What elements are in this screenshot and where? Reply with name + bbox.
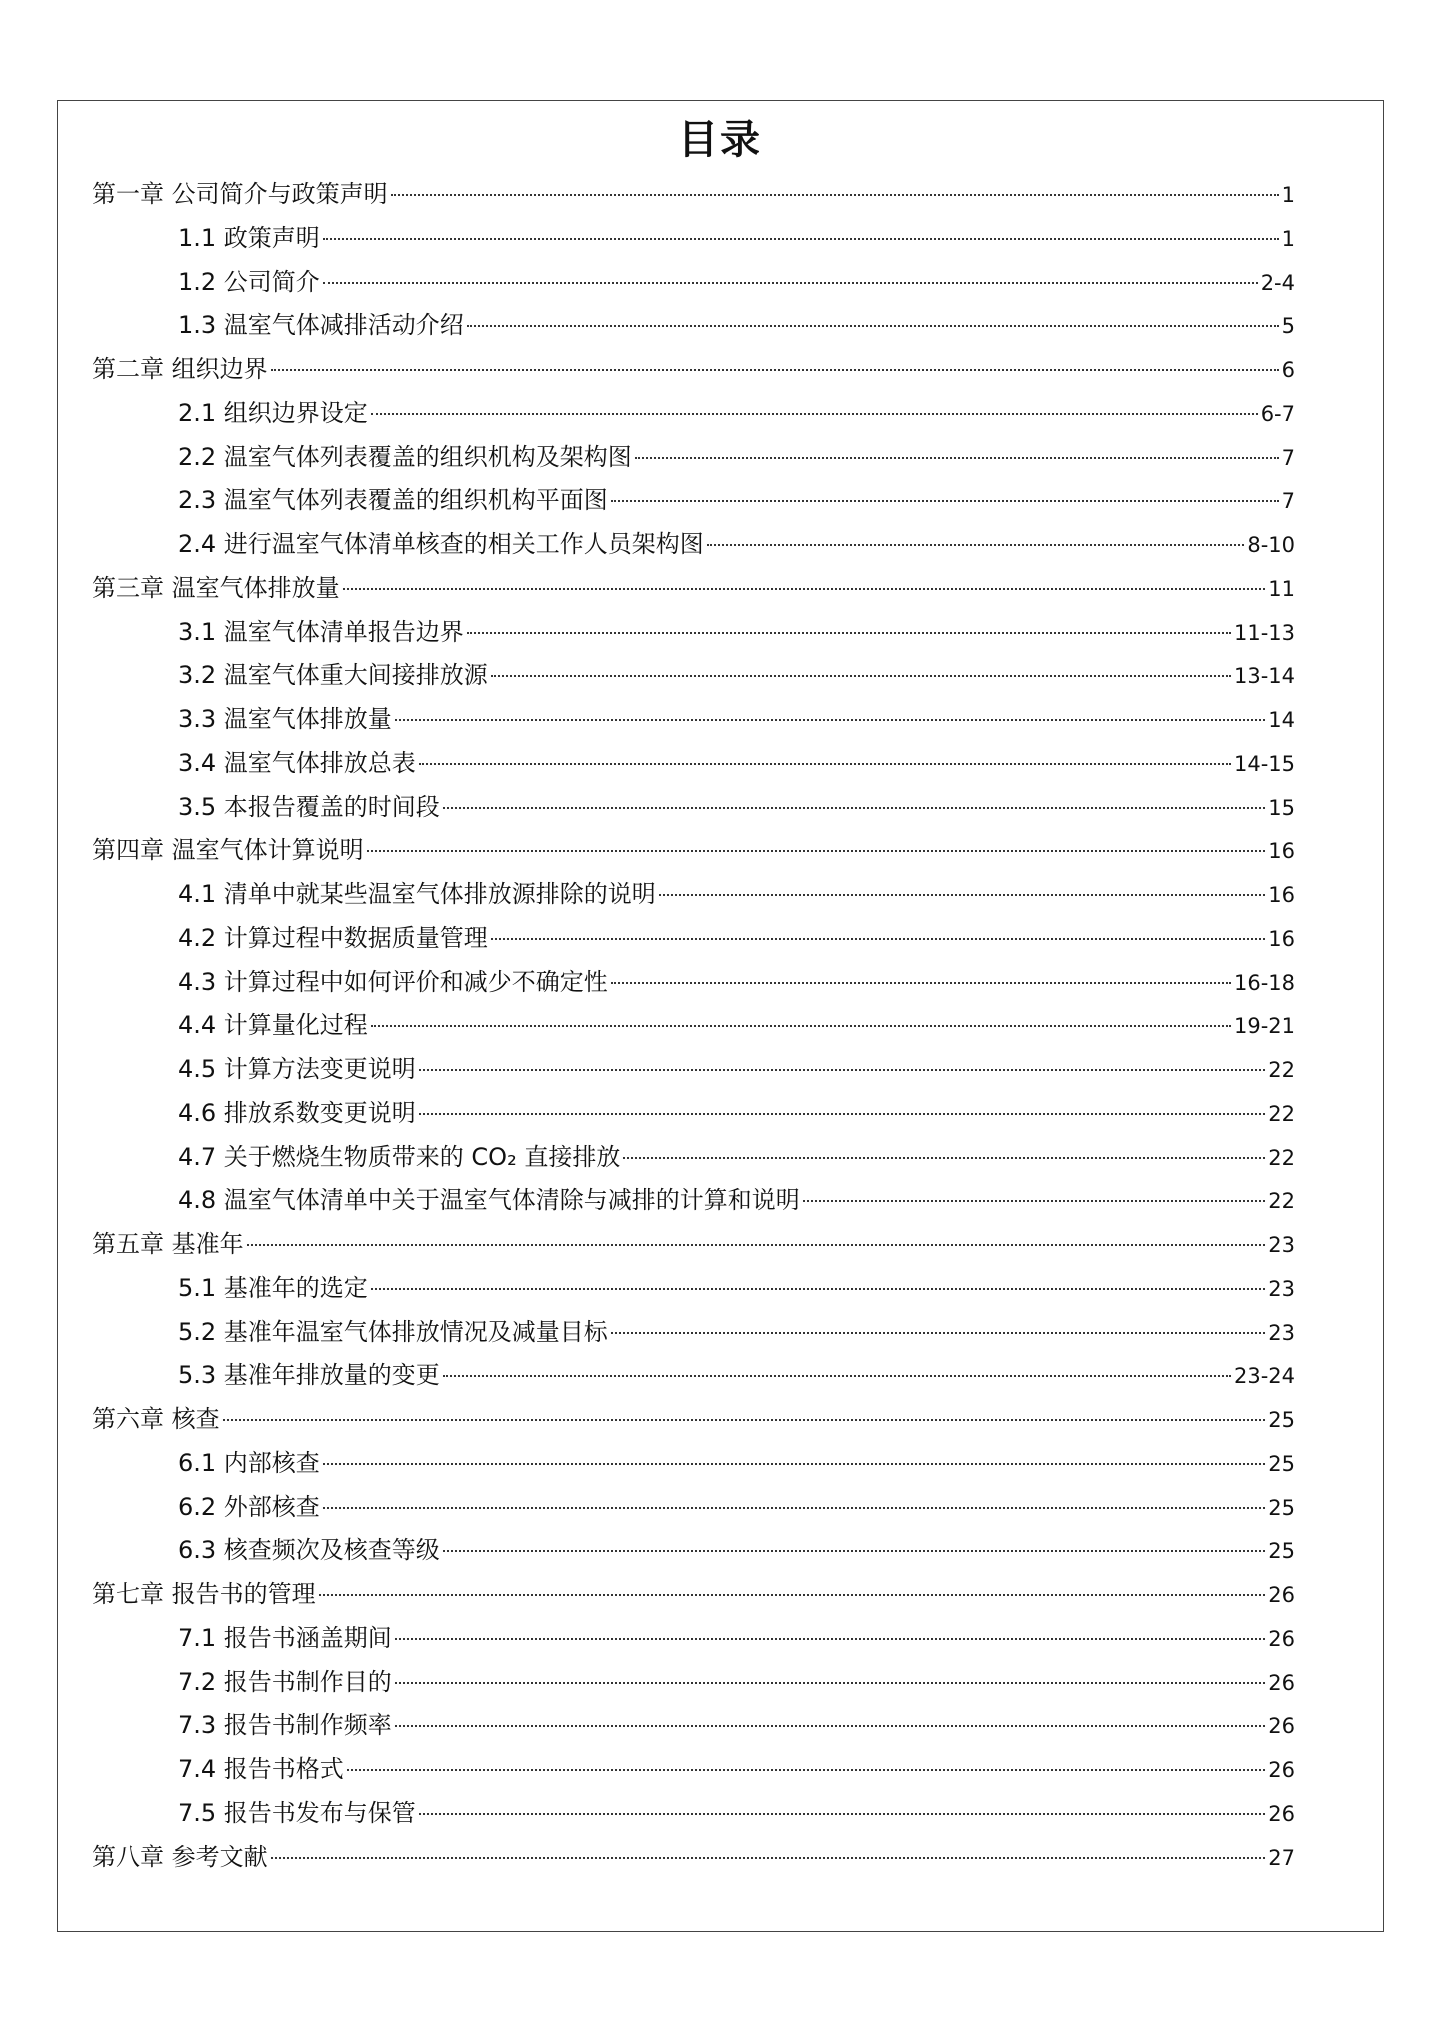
- toc-chapter-entry[interactable]: [92, 173, 1295, 217]
- toc-entry-page-number: 16-18: [1233, 970, 1295, 995]
- toc-dot-leader: [367, 850, 1266, 852]
- toc-section-entry[interactable]: [92, 1792, 1295, 1836]
- toc-dot-leader: [491, 938, 1265, 940]
- toc-dot-leader: [391, 194, 1279, 196]
- toc-dot-leader: [659, 894, 1265, 896]
- toc-entry-label: 第六章 核查: [92, 1405, 220, 1433]
- toc-section-entry[interactable]: [92, 261, 1295, 305]
- toc-dot-leader: [419, 763, 1231, 765]
- toc-entry-label: 5.1 基准年的选定: [178, 1273, 368, 1302]
- toc-section-entry[interactable]: [92, 742, 1295, 786]
- toc-entry-label: 1.1 政策声明: [178, 223, 320, 252]
- toc-entry-page-number: 22: [1268, 1101, 1295, 1126]
- toc-entry-page-number: 23: [1268, 1276, 1295, 1301]
- toc-dot-leader: [635, 457, 1279, 459]
- toc-dot-leader: [419, 1113, 1265, 1115]
- toc-entry-page-number: 11-13: [1233, 620, 1295, 645]
- toc-section-entry[interactable]: [92, 1136, 1295, 1180]
- toc-dot-leader: [247, 1244, 1266, 1246]
- toc-section-entry[interactable]: [92, 1048, 1295, 1092]
- toc-dot-leader: [323, 282, 1258, 284]
- toc-entry-label: 3.5 本报告覆盖的时间段: [178, 792, 440, 821]
- toc-chapter-entry[interactable]: [92, 567, 1295, 611]
- toc-entry-page-number: 25: [1268, 1495, 1295, 1520]
- toc-dot-leader: [319, 1594, 1266, 1596]
- toc-dot-leader: [467, 325, 1279, 327]
- toc-chapter-entry[interactable]: [92, 829, 1295, 873]
- toc-entry-page-number: 25: [1268, 1451, 1295, 1476]
- toc-entry-label: 6.1 内部核查: [178, 1448, 320, 1477]
- toc-section-entry[interactable]: [92, 654, 1295, 698]
- toc-section-entry[interactable]: [92, 1092, 1295, 1136]
- toc-entry-label: 3.1 温室气体清单报告边界: [178, 617, 464, 646]
- toc-dot-leader: [611, 500, 1279, 502]
- toc-entry-page-number: 16: [1268, 926, 1295, 951]
- toc-entry-page-number: 26: [1268, 1801, 1295, 1826]
- toc-entry-page-number: 15: [1268, 795, 1295, 820]
- toc-entry-page-number: 22: [1268, 1189, 1295, 1214]
- toc-section-entry[interactable]: [92, 917, 1295, 961]
- toc-section-entry[interactable]: [92, 1004, 1295, 1048]
- toc-section-entry[interactable]: [92, 786, 1295, 830]
- toc-entry-label: 6.2 外部核查: [178, 1492, 320, 1521]
- toc-entry-label: 3.4 温室气体排放总表: [178, 748, 416, 777]
- toc-section-entry[interactable]: [92, 873, 1295, 917]
- toc-entry-page-number: 23: [1268, 1233, 1295, 1257]
- toc-entry-page-number: 22: [1268, 1145, 1295, 1170]
- toc-dot-leader: [419, 1813, 1265, 1815]
- toc-dot-leader: [371, 413, 1258, 415]
- toc-dot-leader: [223, 1419, 1266, 1421]
- toc-entry-label: 7.1 报告书涵盖期间: [178, 1623, 392, 1652]
- toc-section-entry[interactable]: [92, 698, 1295, 742]
- toc-dot-leader: [443, 1375, 1231, 1377]
- toc-entry-page-number: 16: [1268, 883, 1295, 907]
- toc-section-entry[interactable]: [92, 1442, 1295, 1486]
- toc-entry-label: 2.1 组织边界设定: [178, 398, 368, 427]
- toc-section-entry[interactable]: [92, 1354, 1295, 1398]
- toc-section-entry[interactable]: [92, 479, 1295, 523]
- toc-dot-leader: [419, 1069, 1265, 1071]
- toc-entry-label: 3.2 温室气体重大间接排放源: [178, 661, 488, 690]
- toc-chapter-entry[interactable]: [92, 1573, 1295, 1617]
- toc-entry-label: 4.2 计算过程中数据质量管理: [178, 923, 488, 952]
- toc-entry-label: 第七章 报告书的管理: [92, 1580, 316, 1608]
- toc-entry-page-number: 1: [1281, 183, 1295, 207]
- toc-section-entry[interactable]: [92, 392, 1295, 436]
- toc-entry-label: 2.4 进行温室气体清单核查的相关工作人员架构图: [178, 530, 704, 558]
- toc-entry-label: 3.3 温室气体排放量: [178, 705, 392, 733]
- toc-section-entry[interactable]: [92, 1748, 1295, 1792]
- toc-chapter-entry[interactable]: [92, 1836, 1295, 1880]
- toc-section-entry[interactable]: [92, 1704, 1295, 1748]
- toc-entry-label: 4.7 关于燃烧生物质带来的 CO₂ 直接排放: [178, 1142, 621, 1171]
- toc-entry-label: 4.3 计算过程中如何评价和减少不确定性: [178, 967, 608, 996]
- toc-entry-page-number: 1: [1281, 226, 1295, 251]
- toc-entry-page-number: 26: [1268, 1583, 1295, 1607]
- toc-entry-page-number: 25: [1268, 1539, 1295, 1564]
- toc-dot-leader: [323, 1507, 1265, 1509]
- toc-entry-label: 第一章 公司简介与政策声明: [92, 180, 388, 208]
- toc-section-entry[interactable]: [92, 1617, 1295, 1661]
- toc-entry-label: 5.3 基准年排放量的变更: [178, 1361, 440, 1390]
- toc-entry-page-number: 6: [1281, 358, 1295, 382]
- toc-dot-leader: [707, 544, 1245, 546]
- toc-chapter-entry[interactable]: [92, 1398, 1295, 1442]
- toc-dot-leader: [491, 675, 1231, 677]
- toc-dot-leader: [395, 1725, 1265, 1727]
- toc-entry-page-number: 26: [1268, 1714, 1295, 1739]
- toc-entry-label: 1.3 温室气体减排活动介绍: [178, 311, 464, 340]
- toc-entry-label: 5.2 基准年温室气体排放情况及减量目标: [178, 1317, 608, 1346]
- toc-section-entry[interactable]: [92, 961, 1295, 1005]
- toc-section-entry[interactable]: [92, 611, 1295, 655]
- toc-entry-label: 4.1 清单中就某些温室气体排放源排除的说明: [178, 880, 656, 908]
- toc-dot-leader: [395, 1638, 1265, 1640]
- toc-dot-leader: [347, 1769, 1265, 1771]
- toc-entry-label: 6.3 核查频次及核查等级: [178, 1536, 440, 1565]
- toc-entry-label: 第二章 组织边界: [92, 355, 268, 383]
- toc-entry-label: 2.3 温室气体列表覆盖的组织机构平面图: [178, 486, 608, 515]
- toc-entry-page-number: 8-10: [1247, 533, 1295, 557]
- toc-section-entry[interactable]: [92, 1529, 1295, 1573]
- toc-entry-page-number: 6-7: [1260, 401, 1295, 426]
- toc-entry-label: 第八章 参考文献: [92, 1842, 268, 1871]
- toc-entry-label: 2.2 温室气体列表覆盖的组织机构及架构图: [178, 442, 632, 471]
- toc-dot-leader: [343, 588, 1266, 590]
- toc-entry-page-number: 14: [1268, 708, 1295, 732]
- toc-section-entry[interactable]: [92, 1311, 1295, 1355]
- toc-entry-page-number: 23-24: [1233, 1364, 1295, 1389]
- toc-entry-label: 第四章 温室气体计算说明: [92, 836, 364, 865]
- toc-entry-label: 7.5 报告书发布与保管: [178, 1798, 416, 1827]
- toc-title: 目录: [678, 117, 762, 163]
- toc-section-entry[interactable]: [92, 304, 1295, 348]
- toc-section-entry[interactable]: [92, 1267, 1295, 1311]
- toc-entry-page-number: 25: [1268, 1408, 1295, 1432]
- toc-dot-leader: [395, 719, 1265, 721]
- toc-dot-leader: [323, 238, 1279, 240]
- toc-entry-page-number: 7: [1281, 489, 1295, 514]
- toc-entry-page-number: 13-14: [1233, 664, 1295, 689]
- toc-entry-page-number: 26: [1268, 1758, 1295, 1782]
- toc-entry-label: 4.5 计算方法变更说明: [178, 1055, 416, 1083]
- toc-dot-leader: [611, 1332, 1265, 1334]
- toc-entry-page-number: 2-4: [1260, 270, 1295, 295]
- toc-dot-leader: [611, 982, 1231, 984]
- toc-entry-page-number: 26: [1268, 1670, 1295, 1695]
- toc-section-entry[interactable]: [92, 1179, 1295, 1223]
- toc-section-entry[interactable]: [92, 1661, 1295, 1705]
- toc-entry-label: 7.4 报告书格式: [178, 1755, 344, 1783]
- toc-entry-label: 7.3 报告书制作频率: [178, 1711, 392, 1740]
- toc-dot-leader: [443, 1550, 1265, 1552]
- toc-dot-leader: [371, 1288, 1265, 1290]
- toc-section-entry[interactable]: [92, 217, 1295, 261]
- toc-entry-page-number: 14-15: [1233, 751, 1295, 776]
- toc-entry-page-number: 16: [1268, 839, 1295, 864]
- toc-chapter-entry[interactable]: [92, 1223, 1295, 1267]
- toc-dot-leader: [371, 1025, 1231, 1027]
- toc-entry-page-number: 19-21: [1233, 1014, 1295, 1039]
- toc-dot-leader: [803, 1200, 1265, 1202]
- toc-dot-leader: [623, 1157, 1265, 1159]
- toc-entry-label: 4.4 计算量化过程: [178, 1011, 368, 1040]
- toc-entry-page-number: 7: [1281, 445, 1295, 470]
- toc-entry-page-number: 11: [1268, 576, 1295, 601]
- toc-dot-leader: [271, 1857, 1266, 1859]
- toc-entry-page-number: 22: [1268, 1058, 1295, 1082]
- toc-entry-page-number: 23: [1268, 1320, 1295, 1345]
- toc-chapter-entry[interactable]: [92, 348, 1295, 392]
- toc-section-entry[interactable]: [92, 523, 1295, 567]
- toc-entry-page-number: 5: [1281, 314, 1295, 339]
- toc-section-entry[interactable]: [92, 436, 1295, 480]
- toc-entry-label: 7.2 报告书制作目的: [178, 1667, 392, 1696]
- toc-entry-label: 第三章 温室气体排放量: [92, 573, 340, 602]
- toc-entry-page-number: 27: [1268, 1845, 1295, 1870]
- toc-list: [92, 173, 1295, 1879]
- toc-entry-page-number: 26: [1268, 1626, 1295, 1651]
- toc-section-entry[interactable]: [92, 1486, 1295, 1530]
- toc-dot-leader: [443, 807, 1265, 809]
- toc-entry-label: 第五章 基准年: [92, 1230, 244, 1258]
- toc-dot-leader: [467, 632, 1231, 634]
- toc-dot-leader: [323, 1463, 1265, 1465]
- toc-entry-label: 1.2 公司简介: [178, 267, 320, 296]
- toc-entry-label: 4.6 排放系数变更说明: [178, 1098, 416, 1127]
- toc-dot-leader: [395, 1682, 1265, 1684]
- toc-entry-label: 4.8 温室气体清单中关于温室气体清除与减排的计算和说明: [178, 1186, 800, 1215]
- toc-dot-leader: [271, 369, 1279, 371]
